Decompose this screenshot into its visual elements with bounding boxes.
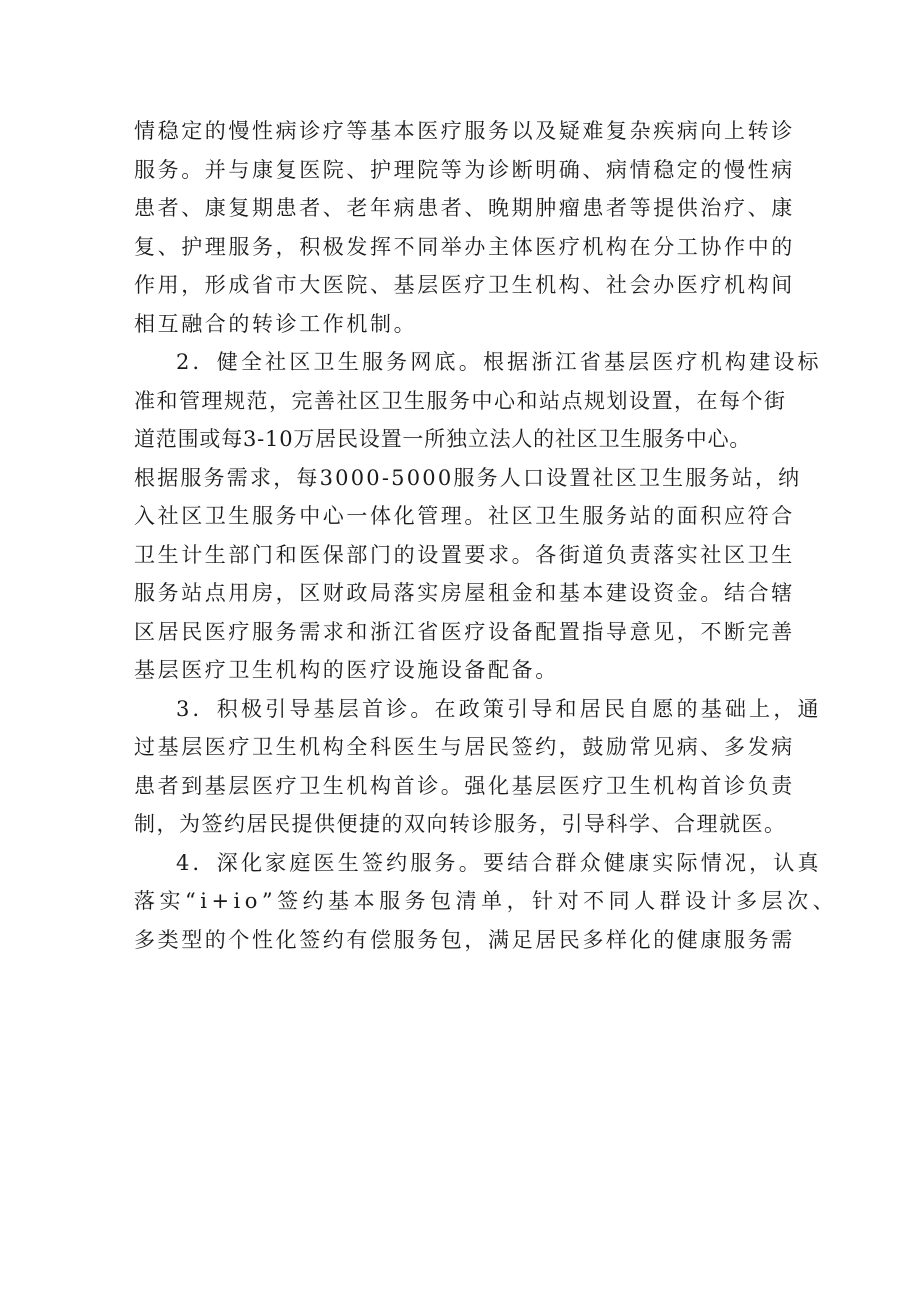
paragraph-line: 复、护理服务，积极发挥不同举办主体医疗机构在分工协作中的 [134, 235, 795, 259]
paragraph-line: 根据服务需求，每3000-5000服务人口设置社区卫生服务站，纳 [134, 466, 802, 490]
section-3-heading-line: 3．积极引导基层首诊。在政策引导和居民自愿的基础上，通 [176, 697, 822, 721]
paragraph-line: 基层医疗卫生机构的医疗设施设备配备。 [134, 658, 559, 682]
paragraph-line: 制，为签约居民提供便捷的双向转诊服务，引导科学、合理就医。 [134, 812, 787, 836]
paragraph-line: 卫生计生部门和医保部门的设置要求。各街道负责落实社区卫生 [134, 543, 795, 567]
paragraph-line: 服务站点用房，区财政局落实房屋租金和基本建设资金。结合辖 [134, 581, 795, 605]
paragraph-line: 多类型的个性化签约有偿服务包，满足居民多样化的健康服务需 [134, 928, 795, 952]
paragraph-line: 相互融合的转诊工作机制。 [134, 312, 418, 336]
paragraph-line: 患者、康复期患者、老年病患者、晚期肿瘤患者等提供治疗、康 [134, 196, 795, 220]
section-4-heading-line: 4．深化家庭医生签约服务。要结合群众健康实际情况，认真 [176, 851, 822, 875]
paragraph-line: 情稳定的慢性病诊疗等基本医疗服务以及疑难复杂疾病向上转诊 [134, 119, 795, 143]
paragraph-line: 服务。并与康复医院、护理院等为诊断明确、病情稳定的慢性病 [134, 158, 795, 182]
paragraph-line: 落实“i+io”签约基本服务包清单，针对不同人群设计多层次、 [134, 889, 839, 913]
paragraph-line: 过基层医疗卫生机构全科医生与居民签约，鼓励常见病、多发病 [134, 735, 795, 759]
paragraph-line: 区居民医疗服务需求和浙江省医疗设备配置指导意见，不断完善 [134, 620, 795, 644]
paragraph-line: 患者到基层医疗卫生机构首诊。强化基层医疗卫生机构首诊负责 [134, 774, 795, 798]
section-2-heading-line: 2．健全社区卫生服务网底。根据浙江省基层医疗机构建设标 [176, 350, 822, 374]
paragraph-line: 入社区卫生服务中心一体化管理。社区卫生服务站的面积应符合 [134, 504, 795, 528]
paragraph-line: 作用，形成省市大医院、基层医疗卫生机构、社会办医疗机构间 [134, 273, 795, 297]
paragraph-line: 准和管理规范，完善社区卫生服务中心和站点规划设置，在每个街 [134, 389, 787, 413]
paragraph-line: 道范围或每3-10万居民设置一所独立法人的社区卫生服务中心。 [134, 427, 752, 451]
